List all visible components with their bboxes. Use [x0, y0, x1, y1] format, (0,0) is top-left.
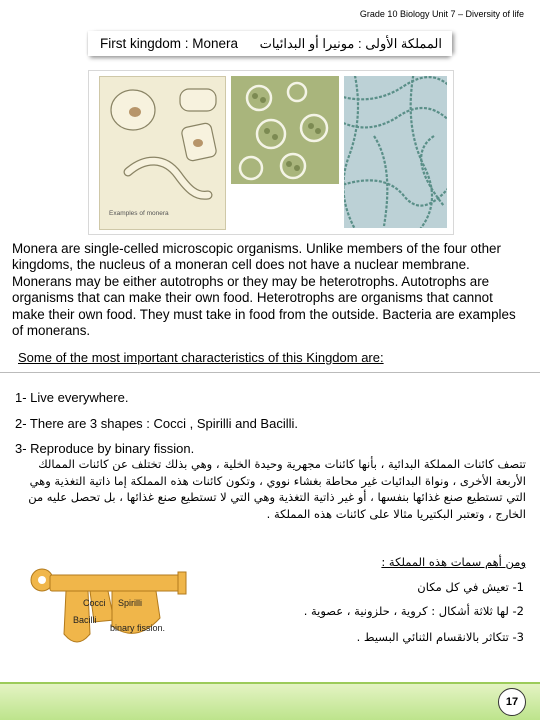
- label-spirilli: Spirilli: [118, 598, 143, 608]
- point-2: 2- There are 3 shapes : Cocci , Spirilli and Bacilli.: [15, 416, 298, 431]
- rod-cell: [180, 89, 216, 111]
- label-binary-fission: binary fission.: [110, 623, 166, 633]
- arabic-heading: ومن أهم سمات هذه المملكة :: [381, 555, 526, 569]
- point-1: 1- Live everywhere.: [15, 390, 129, 405]
- monera-photo-strip: [88, 70, 454, 235]
- point-3: 3- Reproduce by binary fission.: [15, 441, 195, 456]
- arabic-point-3: 3- تتكاثر بالانقسام الثنائي البسيط .: [356, 630, 524, 644]
- key-icon: [31, 569, 186, 594]
- label-cocci: Cocci: [83, 598, 106, 608]
- characteristics-heading: Some of the most important characteristics of this Kingdom are:: [18, 350, 384, 365]
- key-diagram: [28, 566, 198, 656]
- course-header: Grade 10 Biology Unit 7 – Diversity of life: [359, 9, 524, 19]
- divider: [0, 372, 540, 373]
- nucleoid: [129, 107, 141, 117]
- arabic-paragraph: تتصف كائنات المملكة البدائية ، بأنها كائنات مجهرية وحيدة الخلية ، وهي بذلك تختلف عن كائنات الممالك الأربعة الأخرى ، ونواة البدائيات غير محاطة بغشاء نووي ، وتكون كائنات هذه المملكة إما ذاتية التغذية وهي التي تستطيع صنع غذائها بنفسها ، أو غير ذاتية التغذية وهي التي لا تستطيع صنع غذائها ، بل تحصل عليه من الخارج ، وتعتبر البكتيريا مثالا على كائنات هذه المملكة .: [28, 457, 526, 521]
- label-bacilli: Bacilli: [73, 615, 97, 625]
- monera-illustration: [99, 76, 226, 230]
- spirilli-micrograph: [344, 76, 447, 228]
- page-number: 17: [498, 688, 526, 716]
- arabic-point-2: 2- لها ثلاثة أشكال : كروية ، حلزونية ، عصوية .: [303, 604, 524, 618]
- title-english: First kingdom : Monera: [100, 36, 239, 51]
- figure-caption: Examples of monera: [109, 210, 169, 217]
- arabic-point-1: 1- تعيش في كل مكان: [417, 580, 524, 594]
- cocci-micrograph: [231, 76, 339, 184]
- title-arabic: المملكة الأولى : مونيرا أو البدائيات: [259, 36, 442, 51]
- footer-band: [0, 682, 540, 720]
- title-bar: [88, 31, 452, 56]
- intro-paragraph: Monera are single-celled microscopic organisms. Unlike members of the four other kingdoms, the nucleus of a moneran cell does not have a nuclear membrane. Monerans may be either autotrophs or they may be heterotrophs. Autotrophs are organisms that can make their own food. Heterotrophs are organisms that cannot make their own food. They must take in food from the outside. Bacteria are examples of monerans.: [12, 241, 516, 339]
